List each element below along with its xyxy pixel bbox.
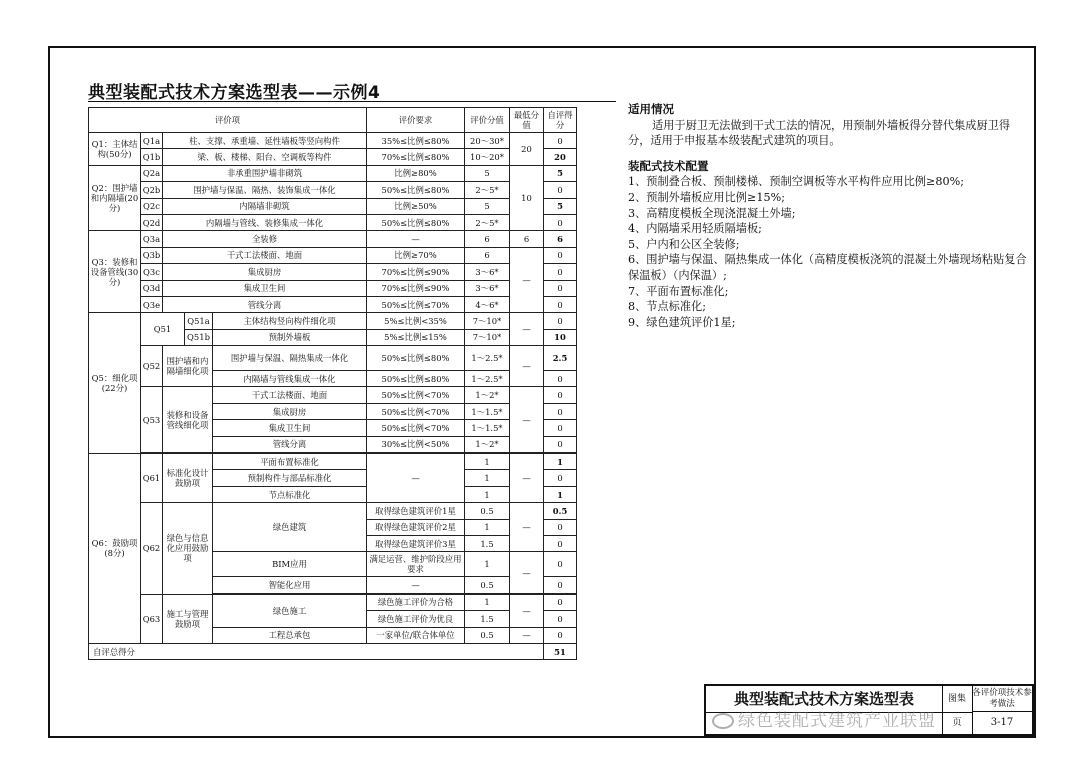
sub-label: 绿色与信息化应用鼓励项 [163, 503, 213, 595]
item-code: Q2b [141, 182, 163, 198]
requirement: 取得绿色建筑评价3星 [367, 535, 465, 551]
self-score: 0 [544, 552, 577, 577]
item-name: 管线分离 [213, 436, 367, 452]
score: 5 [465, 165, 510, 181]
score: 1～1.5* [465, 420, 510, 436]
self-score: 0 [544, 296, 577, 312]
item-name: 集成厨房 [163, 264, 367, 280]
min-score: — [510, 247, 544, 313]
atlas-label: 图集 [942, 686, 973, 713]
min-score: — [510, 313, 544, 346]
requirement: 取得绿色建筑评价2星 [367, 519, 465, 535]
score: 20～30* [465, 133, 510, 149]
requirement: 5%≤比例≤15% [367, 329, 465, 345]
config-item: 2、预制外墙板应用比例≥15%; [628, 190, 786, 204]
config-title: 装配式技术配置 [628, 158, 709, 173]
score: 1 [465, 486, 510, 502]
item-name: 智能化应用 [213, 577, 367, 593]
self-score: 5 [544, 165, 577, 181]
score: 1 [465, 470, 510, 486]
self-score: 0 [544, 594, 577, 610]
requirement: 比例≥80% [367, 165, 465, 181]
self-score: 0 [544, 403, 577, 419]
self-score: 0 [544, 214, 577, 230]
watermark [712, 706, 936, 731]
item-name: 主体结构竖向构件细化项 [213, 313, 367, 329]
min-score: 10 [510, 165, 544, 231]
score: 1～1.5* [465, 403, 510, 419]
item-name: 预制构件与部品标准化 [213, 470, 367, 486]
item-code: Q3d [141, 280, 163, 296]
self-score: 0 [544, 519, 577, 535]
requirement: 50%≤比例<70% [367, 387, 465, 403]
item-code: Q2a [141, 165, 163, 181]
score: 1 [465, 454, 510, 470]
item-code: Q51a [185, 313, 213, 329]
item-name: 围护墙与保温、隔热、装饰集成一体化 [163, 182, 367, 198]
score: 0.5 [465, 503, 510, 519]
sub-code: Q51 [141, 313, 185, 346]
item-code: Q51b [185, 329, 213, 345]
self-score: 20 [544, 149, 577, 165]
wechat-icon [712, 713, 734, 729]
requirement: 70%≤比例≤90% [367, 264, 465, 280]
min-score: — [510, 552, 544, 593]
item-name: 节点标准化 [213, 486, 367, 502]
min-score: 6 [510, 231, 544, 247]
min-score: — [510, 627, 544, 643]
item-name: 工程总承包 [213, 627, 367, 643]
page-label: 页 [942, 712, 973, 734]
config-item: 5、户内和公区全装修; [628, 237, 740, 251]
requirement: — [367, 231, 465, 247]
item-name: BIM应用 [213, 552, 367, 577]
self-score: 1 [544, 454, 577, 470]
requirement: 50%≤比例≤80% [367, 371, 465, 387]
requirement: 5%≤比例<35% [367, 313, 465, 329]
requirement: — [367, 454, 465, 503]
group-label: Q6：鼓励项(8分) [89, 454, 141, 644]
self-score: 0 [544, 387, 577, 403]
item-name: 平面布置标准化 [213, 454, 367, 470]
requirement: 一家单位/联合体单位 [367, 627, 465, 643]
self-score: 6 [544, 231, 577, 247]
score: 0.5 [465, 577, 510, 593]
atlas-value: 各评价项技术参考做法 [972, 686, 1032, 712]
sub-label: 装修和设备管线细化项 [163, 387, 213, 453]
table-row [89, 387, 604, 403]
table-row [89, 454, 604, 470]
score: 1 [465, 519, 510, 535]
score: 5 [465, 198, 510, 214]
sub-code: Q61 [141, 454, 163, 503]
item-name: 非承重围护墙非砌筑 [163, 165, 367, 181]
group-label: Q2：围护墙和内隔墙(20分) [89, 165, 141, 231]
score: 2～5* [465, 214, 510, 230]
item-name: 预制外墙板 [213, 329, 367, 345]
score: 7～10* [465, 313, 510, 329]
config-item: 8、节点标准化; [628, 300, 707, 314]
sub-label: 标准化设计鼓励项 [163, 454, 213, 503]
sub-code: Q52 [141, 346, 163, 387]
self-score: 0 [544, 470, 577, 486]
min-score: — [510, 503, 544, 552]
self-score: 0 [544, 182, 577, 198]
sub-code: Q62 [141, 503, 163, 595]
requirement: — [367, 577, 465, 593]
item-name: 干式工法楼面、地面 [213, 387, 367, 403]
total-label: 自评总得分 [89, 643, 544, 659]
requirement: 70%≤比例≤80% [367, 149, 465, 165]
self-score: 2.5 [544, 346, 577, 371]
score: 1.5 [465, 611, 510, 627]
page-title: 典型装配式技术方案选型表——示例4 [88, 83, 381, 103]
header-score: 评价分值 [465, 108, 510, 133]
table-row [89, 594, 604, 610]
sub-code: Q63 [141, 594, 163, 643]
selection-table [88, 107, 603, 660]
score: 1～2* [465, 436, 510, 452]
score: 7～10* [465, 329, 510, 345]
table-header-row [89, 108, 604, 133]
self-score: 0 [544, 627, 577, 643]
item-code: Q3e [141, 296, 163, 312]
item-name: 干式工法楼面、地面 [163, 247, 367, 263]
requirement: 50%≤比例≤70% [367, 296, 465, 312]
page-number: 3-17 [990, 717, 1014, 728]
item-name: 管线分离 [163, 296, 367, 312]
header-self-score: 自评得分 [544, 108, 577, 133]
self-score: 0 [544, 436, 577, 452]
applicable-title: 适用情况 [628, 102, 674, 116]
self-score: 0 [544, 577, 577, 593]
item-name: 全装修 [163, 231, 367, 247]
notes-panel [628, 102, 1028, 330]
sub-label: 施工与管理鼓励项 [163, 594, 213, 643]
requirement: 绿色施工评价为合格 [367, 594, 465, 610]
title-block-main: 典型装配式技术方案选型表 [706, 686, 943, 713]
score: 1～2.5* [465, 346, 510, 371]
item-code: Q3a [141, 231, 163, 247]
config-item: 9、绿色建筑评价1星; [628, 315, 736, 329]
sub-label: 围护墙和内隔墙细化项 [163, 346, 213, 387]
item-name: 集成卫生间 [213, 420, 367, 436]
item-code: Q2c [141, 198, 163, 214]
watermark-text: 绿色装配式建筑产业联盟 [738, 711, 936, 731]
config-item: 6、围护墙与保温、隔热集成一体化（高精度模板浇筑的混凝土外墙现场粘贴复合保温板）（内保温）; [628, 253, 1027, 282]
table-row [89, 346, 604, 371]
item-name: 集成卫生间 [163, 280, 367, 296]
self-score: 0 [544, 420, 577, 436]
item-name: 内隔墙与管线、装修集成一体化 [163, 214, 367, 230]
score: 3～6* [465, 280, 510, 296]
score: 1～2.5* [465, 371, 510, 387]
requirement: 取得绿色建筑评价1星 [367, 503, 465, 519]
table-row [89, 247, 604, 263]
title-underline [88, 101, 616, 102]
requirement: 50%≤比例≤80% [367, 214, 465, 230]
requirement: 50%≤比例≤80% [367, 182, 465, 198]
header-eval-item: 评价项 [89, 108, 367, 133]
requirement: 35%≤比例≤80% [367, 133, 465, 149]
self-score: 0 [544, 247, 577, 263]
item-name: 内隔墙与管线集成一体化 [213, 371, 367, 387]
applicable-text: 适用于厨卫无法做到干式工法的情况，用预制外墙板得分替代集成厨卫得分，适用于申报基本级装配式建筑的项目。 [628, 118, 1011, 148]
table-row [89, 231, 604, 247]
requirement: 50%≤比例<70% [367, 420, 465, 436]
score: 1～2* [465, 387, 510, 403]
item-code: Q3c [141, 264, 163, 280]
score: 1 [465, 552, 510, 577]
min-score: — [510, 387, 544, 453]
self-score: 10 [544, 329, 577, 345]
config-item: 3、高精度模板全现浇混凝土外墙; [628, 206, 796, 220]
self-score: 0 [544, 133, 577, 149]
score: 6 [465, 247, 510, 263]
table-row [89, 313, 604, 329]
self-score: 1 [544, 486, 577, 502]
header-min-score: 最低分值 [510, 108, 544, 133]
score: 3～6* [465, 264, 510, 280]
self-score: 0 [544, 611, 577, 627]
group-label: Q1：主体结构(50分) [89, 133, 141, 166]
requirement: 满足运营、维护阶段应用要求 [367, 552, 465, 577]
score: 10～20* [465, 149, 510, 165]
item-code: Q3b [141, 247, 163, 263]
score: 2～5* [465, 182, 510, 198]
table-row [89, 165, 604, 181]
requirement: 70%≤比例≤90% [367, 280, 465, 296]
item-code: Q2d [141, 214, 163, 230]
table-row [89, 133, 604, 149]
score: 0.5 [465, 627, 510, 643]
config-item: 1、预制叠合板、预制楼梯、预制空调板等水平构件应用比例≥80%; [628, 175, 965, 189]
header-requirement: 评价要求 [367, 108, 465, 133]
total-row [89, 643, 604, 659]
table-row [89, 503, 604, 519]
item-name: 柱、支撑、承重墙、延性墙板等竖向构件 [163, 133, 367, 149]
requirement: 30%≤比例<50% [367, 436, 465, 452]
item-name: 绿色施工 [213, 594, 367, 627]
score: 1.5 [465, 535, 510, 551]
item-name: 围护墙与保温、隔热集成一体化 [213, 346, 367, 371]
self-score: 0.5 [544, 503, 577, 519]
self-score: 0 [544, 535, 577, 551]
min-score: — [510, 454, 544, 503]
total-value: 51 [544, 643, 577, 659]
item-code: Q1b [141, 149, 163, 165]
requirement: 绿色施工评价为优良 [367, 611, 465, 627]
self-score: 5 [544, 198, 577, 214]
self-score: 0 [544, 371, 577, 387]
item-name: 集成厨房 [213, 403, 367, 419]
min-score: 20 [510, 133, 544, 166]
item-name: 梁、板、楼梯、阳台、空调板等构件 [163, 149, 367, 165]
min-score: — [510, 594, 544, 627]
requirement: 比例≥50% [367, 198, 465, 214]
self-score: 0 [544, 280, 577, 296]
score: 6 [465, 231, 510, 247]
self-score: 0 [544, 313, 577, 329]
config-item: 7、平面布置标准化; [628, 284, 729, 298]
self-score: 0 [544, 264, 577, 280]
score: 4～6* [465, 296, 510, 312]
item-code: Q1a [141, 133, 163, 149]
config-item: 4、内隔墙采用轻质隔墙板; [628, 222, 762, 236]
requirement: 比例≥70% [367, 247, 465, 263]
min-score: — [510, 346, 544, 387]
score: 1 [465, 594, 510, 610]
group-label: Q3：装修和设备管线(30分) [89, 231, 141, 313]
group-label: Q5：细化项(22分) [89, 313, 141, 454]
requirement: 50%≤比例≤80% [367, 346, 465, 371]
sub-code: Q53 [141, 387, 163, 453]
item-name: 内隔墙非砌筑 [163, 198, 367, 214]
requirement: 50%≤比例<70% [367, 403, 465, 419]
item-name: 绿色建筑 [213, 503, 367, 552]
